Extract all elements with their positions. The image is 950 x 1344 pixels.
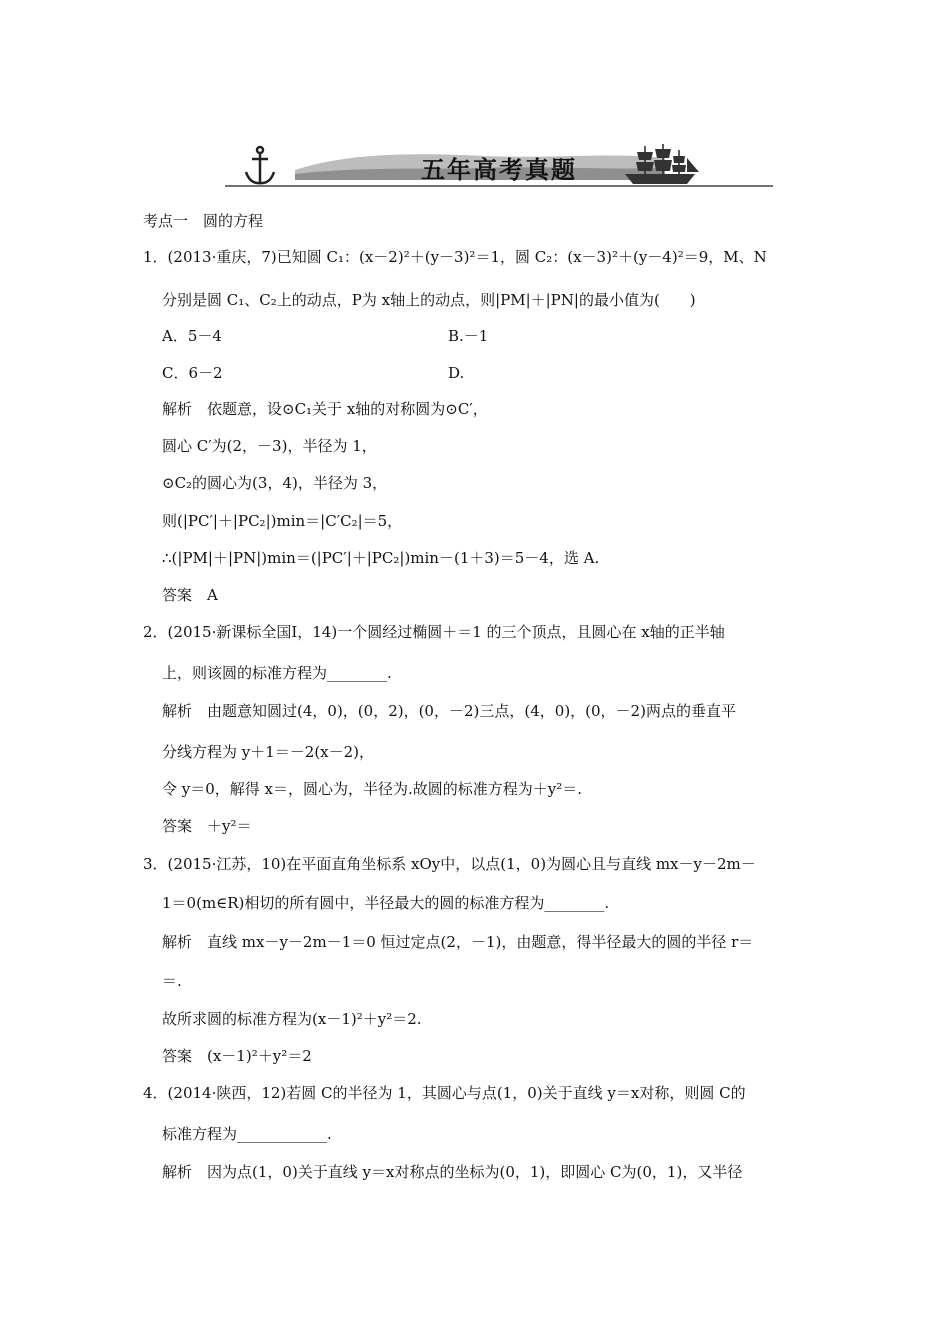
q1-solution-line: ∴(|PM|＋|PN|)min＝(|PC′|＋|PC₂|)min－(1＋3)＝5－4，选 A.	[162, 549, 600, 567]
q1-solution-line: 则(|PC′|＋|PC₂|)min＝|C′C₂|＝5，	[162, 512, 403, 530]
section-heading: 考点一 圆的方程	[143, 212, 264, 230]
q1-solution-line: ⊙C₂的圆心为(3，4)，半径为 3，	[162, 474, 388, 492]
q1-option-a: A．5－4	[162, 327, 222, 345]
q2-solution-line: 分线方程为 y＋1＝－2(x－2)，	[162, 743, 375, 761]
q1-option-b: B.－1	[448, 327, 489, 345]
q2-solution-line: 令 y＝0，解得 x＝，圆心为，半径为.故圆的标准方程为＋y²＝.	[162, 780, 583, 798]
section-banner	[225, 140, 773, 190]
q3-solution-line: ＝.	[162, 972, 182, 990]
q1-answer: 答案 A	[162, 586, 218, 604]
banner-title: 五年高考真题	[421, 156, 577, 184]
q2-solution-line: 解析 由题意知圆过(4，0)，(0，2)，(0，－2)三点，(4，0)，(0，－2)两点的垂直平	[162, 702, 736, 720]
q3-solution-line: 解析 直线 mx－y－2m－1＝0 恒过定点(2，－1)，由题意，得半径最大的圆的半径 r＝	[162, 933, 754, 951]
q2-stem-line1: 2．(2015·新课标全国Ⅰ，14)一个圆经过椭圆＋＝1 的三个顶点，且圆心在 x轴的正半轴	[143, 623, 725, 641]
q3-answer: 答案 (x－1)²＋y²＝2	[162, 1047, 312, 1065]
q1-option-c: C．6－2	[162, 364, 223, 382]
q3-stem-line2: 1＝0(m∈R)相切的所有圆中，半径最大的圆的标准方程为________.	[162, 894, 610, 912]
q3-stem-line1: 3．(2015·江苏，10)在平面直角坐标系 xOy中，以点(1，0)为圆心且与直线 mx－y－2m－	[143, 855, 756, 873]
q4-stem-line1: 4．(2014·陕西，12)若圆 C的半径为 1，其圆心与点(1，0)关于直线 y＝x对称，则圆 C的	[143, 1084, 746, 1102]
q1-solution-line: 圆心 C′为(2，－3)，半径为 1，	[162, 437, 377, 455]
q1-solution-line: 解析 依题意，设⊙C₁关于 x轴的对称圆为⊙C′，	[162, 400, 488, 418]
q4-solution-line: 解析 因为点(1，0)关于直线 y＝x对称点的坐标为(0，1)，即圆心 C为(0，1)，又半径	[162, 1163, 743, 1181]
q3-solution-line: 故所求圆的标准方程为(x－1)²＋y²＝2.	[162, 1010, 422, 1028]
q1-stem-line1: 1．(2013·重庆，7)已知圆 C₁：(x－2)²＋(y－3)²＝1，圆 C₂：(x－3)²＋(y－4)²＝9，M、N	[143, 248, 767, 266]
q4-stem-line2: 标准方程为____________.	[162, 1125, 332, 1143]
q1-stem-line2: 分别是圆 C₁、C₂上的动点，P为 x轴上的动点，则|PM|＋|PN|的最小值为( )	[162, 291, 696, 309]
q2-answer: 答案 ＋y²＝	[162, 817, 252, 835]
q2-stem-line2: 上，则该圆的标准方程为________.	[162, 664, 392, 682]
q1-option-d: D.	[448, 364, 465, 382]
